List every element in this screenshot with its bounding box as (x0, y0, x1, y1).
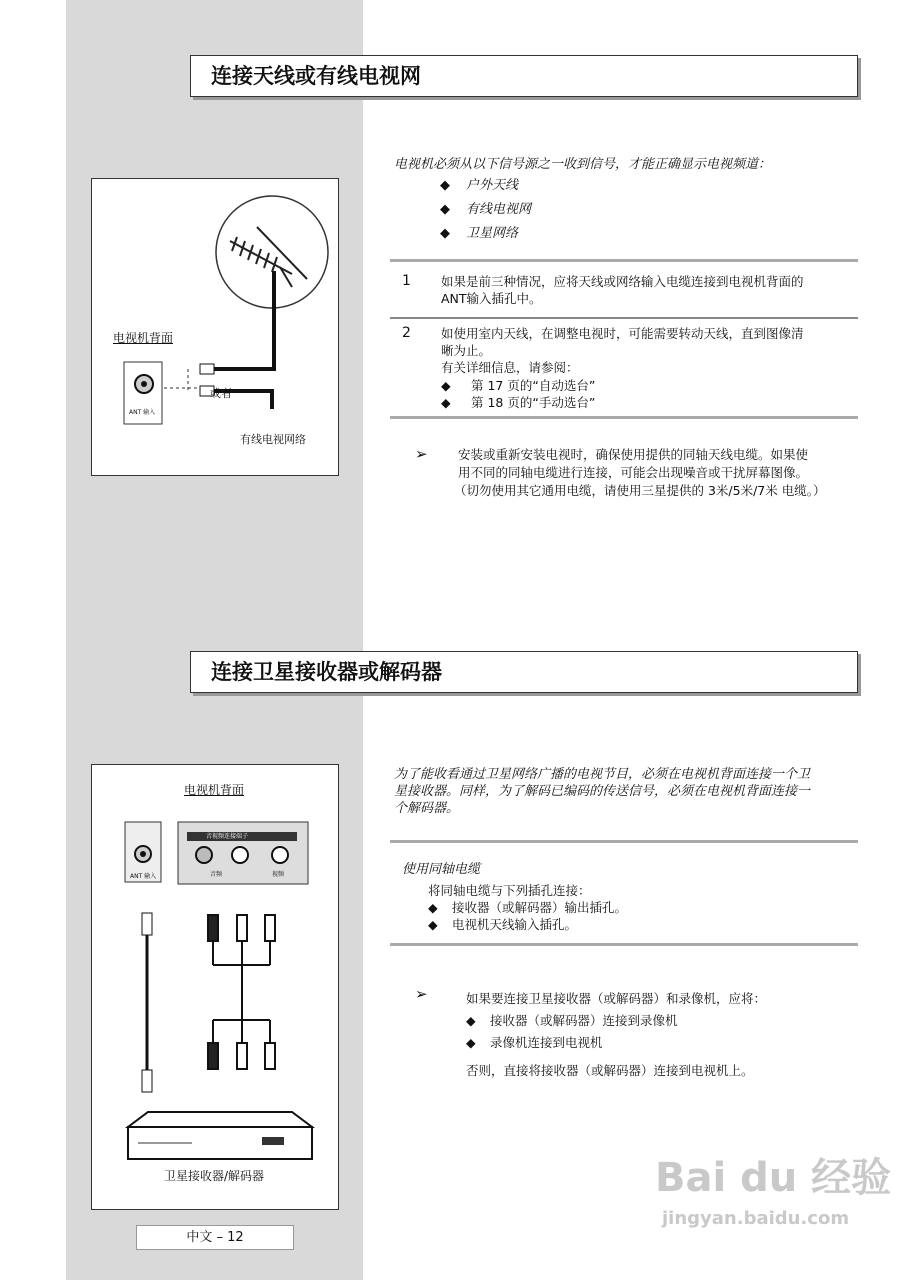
list-item: ◆ 第 17 页的“自动选台” (441, 378, 596, 393)
av-terminal-label: 音视频连接端子 (206, 833, 249, 840)
coax-instructions: 将同轴电缆与下列插孔连接： ◆ 接收器（或解码器）输出插孔。 ◆ 电视机天线输入插孔。 (428, 883, 628, 932)
divider (390, 416, 858, 419)
cable-network-label: 有线电视网络 (240, 433, 306, 446)
diamond-icon: ◆ (428, 900, 438, 915)
ant-input-label: ANT 输入 (129, 409, 156, 416)
list-item: ◆ 录像机连接到电视机 (466, 1032, 766, 1054)
section2-note: 如果要连接卫星接收器（或解码器）和录像机，应将： ◆ 接收器（或解码器）连接到录像机 ◆ 录像机连接到电视机 否则，直接将接收器（或解码器）连接到电视机上。 (466, 991, 767, 1078)
section1-note: 安装或重新安装电视时，确保使用提供的同轴天线电缆。如果使 用不同的同轴电缆进行连接，可能会出现噪音或干扰屏幕图像。 （切勿使用其它通用电缆，请使用三星提供的 3米/5米/7米 电缆。） (454, 447, 826, 498)
diamond-icon: ◆ (441, 378, 451, 393)
list-item: ◆ 户外天线 (440, 174, 531, 198)
receiver-device-icon (128, 1112, 312, 1159)
step-number: 2 (402, 325, 411, 341)
section2-intro: 为了能收看通过卫星网络广播的电视节目，必须在电视机背面连接一个卫 星接收器。同样，为了解码已编码的传送信号，必须在电视机背面连接一 个解码器。 (394, 767, 811, 816)
step-2-text: 如使用室内天线，在调整电视时，可能需要转动天线，直到图像清 晰为止。 有关详细信息，请参阅： (441, 326, 804, 375)
coax-heading: 使用同轴电缆 (402, 862, 481, 877)
video-label: 视频 (272, 871, 285, 878)
list-item: ◆ 卫星网络 (440, 222, 531, 246)
list-item: ◆ 接收器（或解码器）连接到录像机 (466, 1010, 766, 1032)
receiver-label: 卫星接收器/解码器 (164, 1169, 265, 1183)
antenna-figure (91, 178, 339, 476)
section1-title: 连接天线或有线电视网 (190, 55, 858, 97)
step-number: 1 (402, 273, 411, 289)
diamond-icon: ◆ (466, 1013, 476, 1028)
section1-intro: 电视机必须从以下信号源之一收到信号，才能正确显示电视频道： (394, 157, 772, 172)
diamond-icon: ◆ (440, 226, 450, 241)
watermark-url: jingyan.baidu.com (662, 1208, 850, 1229)
audio-label: 音频 (210, 871, 223, 878)
or-label: 或者 (210, 387, 232, 400)
tv-back-label: 电视机背面 (184, 783, 245, 797)
arrow-note-icon: ➢ (415, 985, 428, 1003)
diamond-icon: ◆ (466, 1035, 476, 1050)
divider (390, 840, 858, 843)
divider (390, 317, 858, 319)
list-item: ◆ 有线电视网 (440, 198, 531, 222)
diamond-icon: ◆ (441, 395, 451, 410)
satellite-figure (91, 764, 339, 1210)
diamond-icon: ◆ (440, 202, 450, 217)
section2-title: 连接卫星接收器或解码器 (190, 651, 858, 693)
divider (390, 259, 858, 262)
list-item: ◆ 电视机天线输入插孔。 (428, 917, 578, 932)
list-item: ◆ 第 18 页的“手动选台” (441, 395, 596, 410)
ant-input-label: ANT 输入 (130, 873, 157, 880)
divider (390, 943, 858, 946)
diamond-icon: ◆ (428, 917, 438, 932)
page-number: 中文 – 12 (136, 1225, 294, 1250)
list-item: ◆ 接收器（或解码器）输出插孔。 (428, 900, 628, 915)
step-1-text: 如果是前三种情况，应将天线或网络输入电缆连接到电视机背面的 ANT输入插孔中。 (441, 274, 804, 306)
source-list (440, 174, 531, 246)
reference-list (441, 377, 595, 411)
diamond-icon: ◆ (440, 178, 450, 193)
tv-back-label: 电视机背面 (113, 331, 174, 345)
watermark-brand: Bai du 经验 (655, 1155, 892, 1201)
arrow-note-icon: ➢ (415, 445, 428, 463)
